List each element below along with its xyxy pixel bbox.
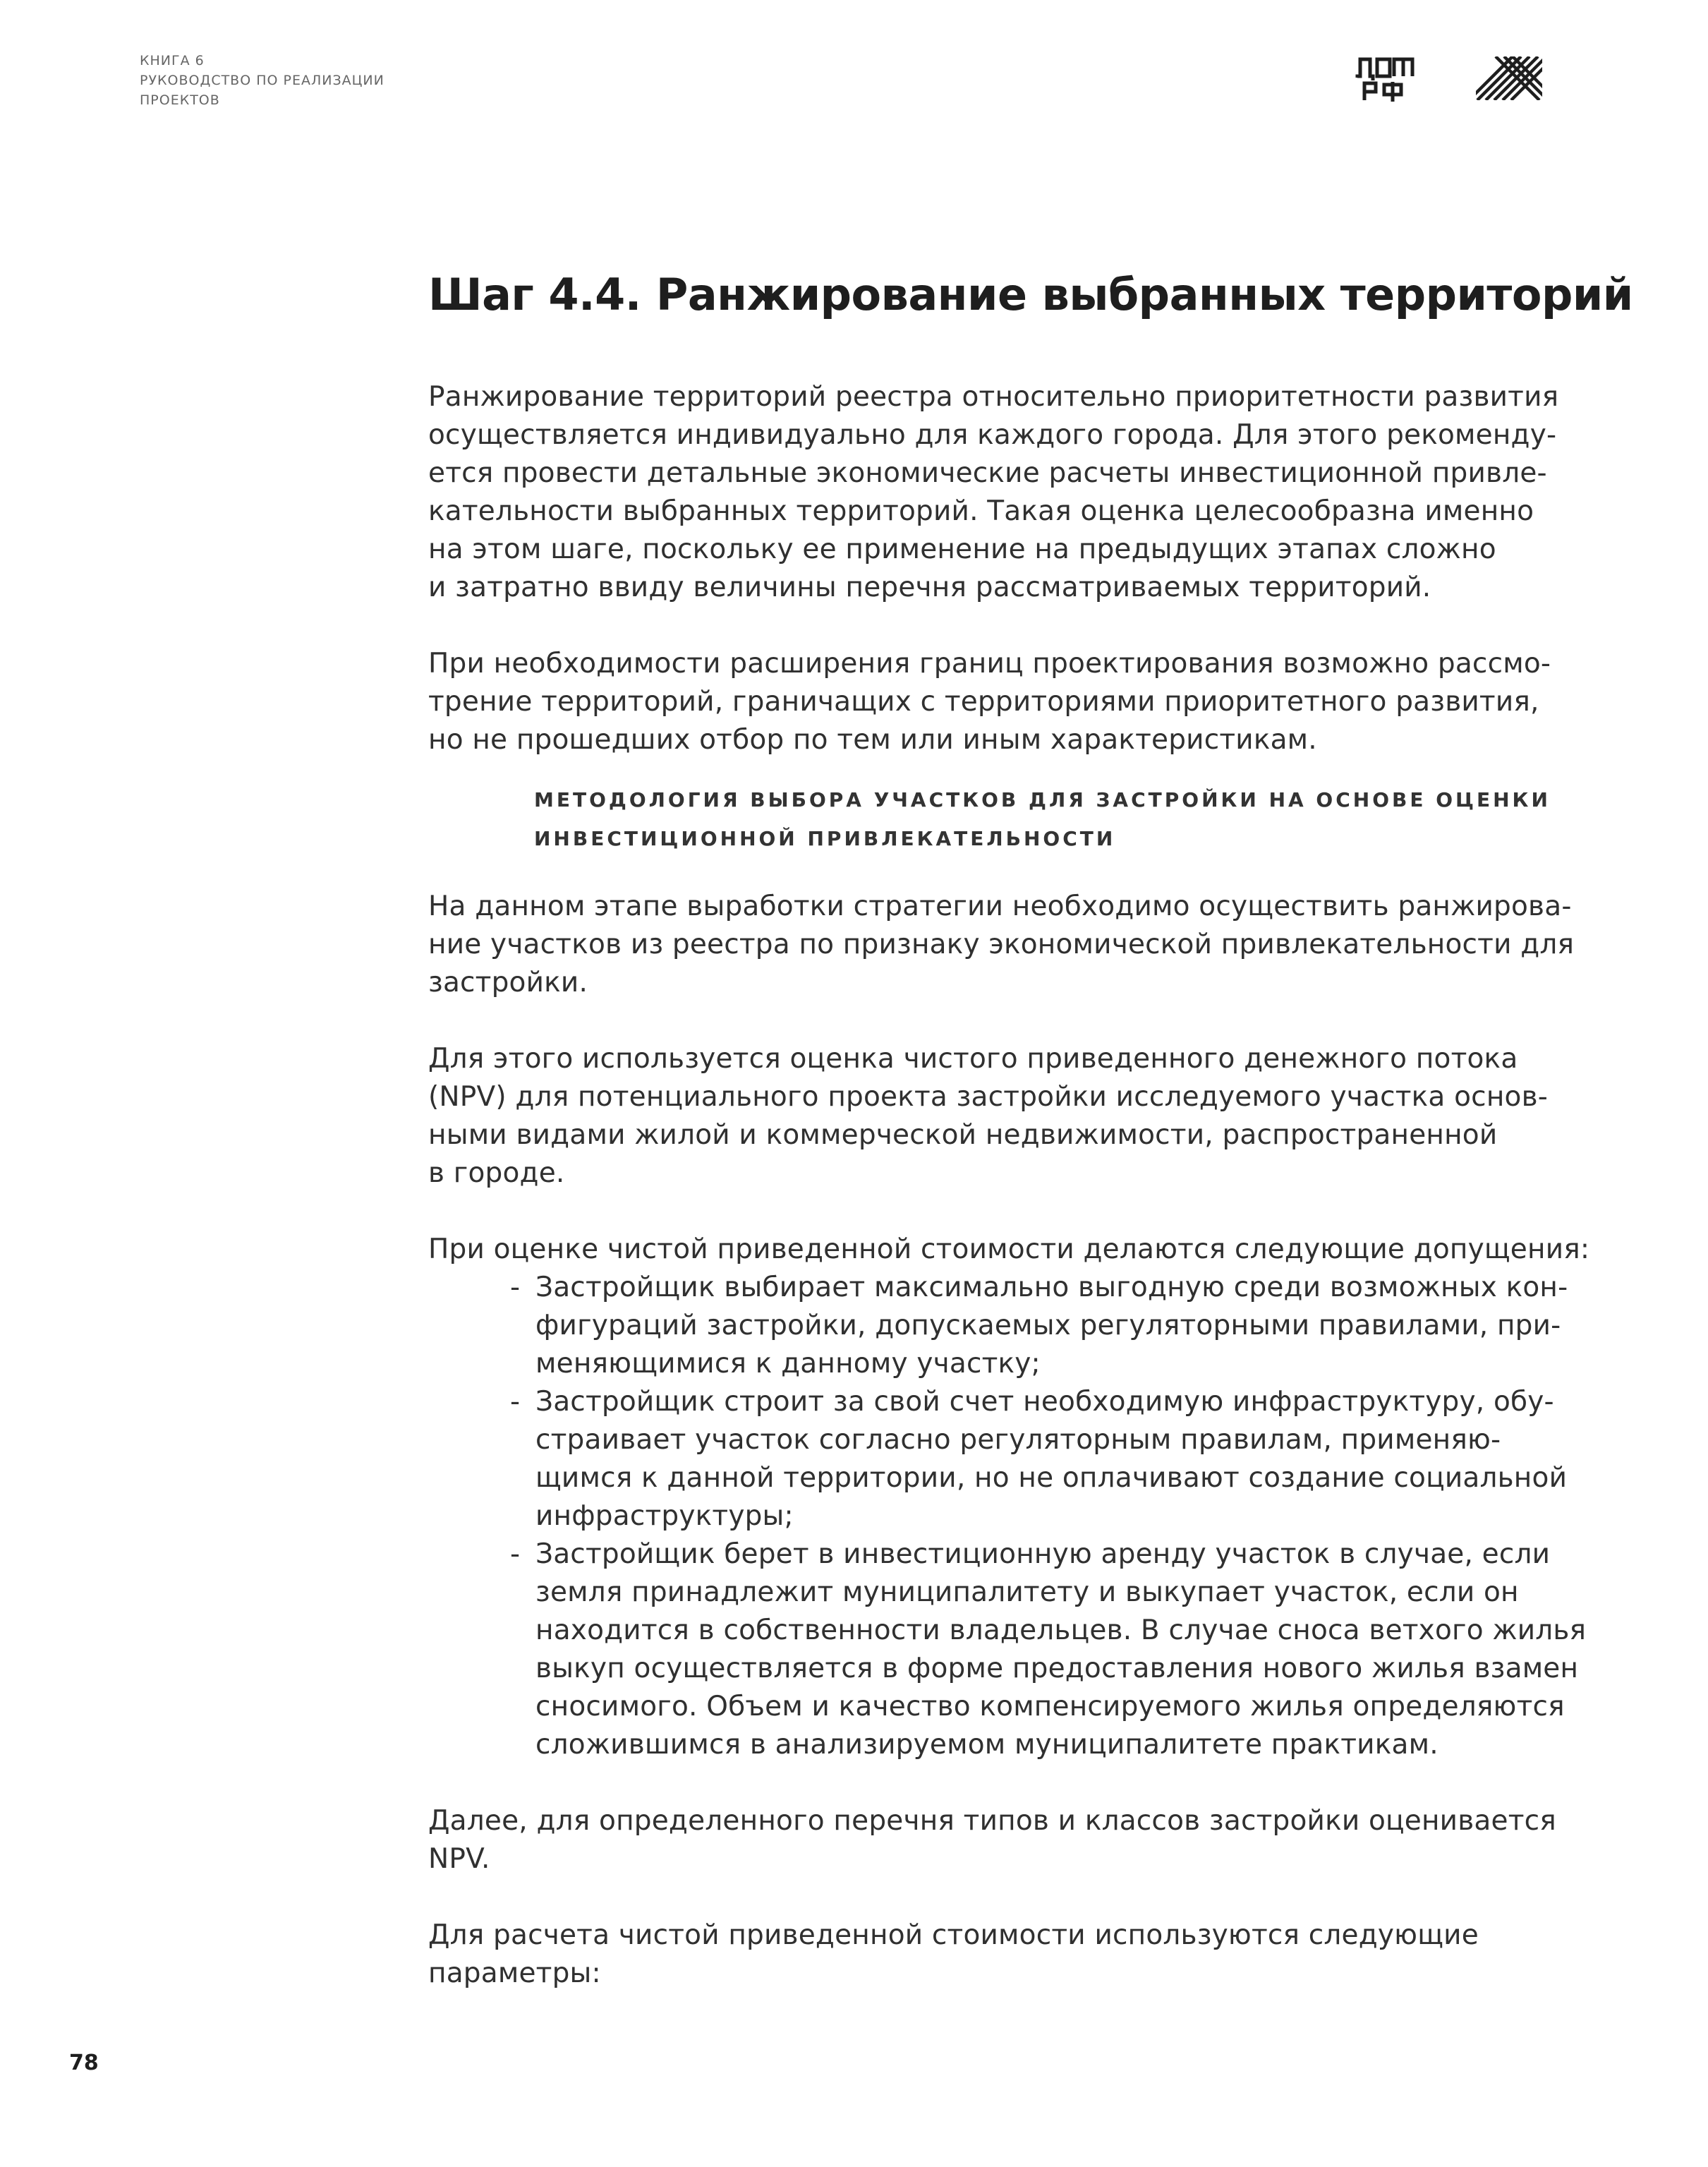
text-line: на этом шаге, поскольку ее применение на предыдущих этапах сложно	[428, 533, 1496, 565]
text-line: NPV.	[428, 1843, 490, 1875]
page-content	[428, 261, 1633, 1993]
list-dash: -	[510, 1386, 521, 1418]
text-line: инфраструктуры;	[535, 1500, 794, 1532]
text-line: Далее, для определенного перечня типов и классов застройки оценивается	[428, 1805, 1556, 1837]
text-line: трение территорий, граничащих с территориями приоритетного развития,	[428, 686, 1539, 718]
page-title: Шаг 4.4. Ранжирование выбранных территорий	[428, 269, 1633, 320]
subheading-line: МЕТОДОЛОГИЯ ВЫБОРА УЧАСТКОВ ДЛЯ ЗАСТРОЙКИ НА ОСНОВЕ ОЦЕНКИ	[534, 788, 1551, 811]
text-line: меняющимися к данному участку;	[535, 1348, 1041, 1380]
running-head	[140, 51, 384, 110]
page-number: 78	[69, 2051, 99, 2075]
text-line: Застройщик выбирает максимально выгодную среди возможных кон-	[535, 1272, 1568, 1303]
text-line: сносимого. Объем и качество компенсируемого жилья определяются	[535, 1691, 1565, 1722]
text-line: Для этого используется оценка чистого приведенного денежного потока	[428, 1043, 1518, 1075]
paragraph-expansion	[428, 645, 1551, 759]
text-line: (NPV) для потенциального проекта застройки исследуемого участка основ-	[428, 1081, 1549, 1113]
text-line: Ранжирование территорий реестра относительно приоритетности развития	[428, 381, 1559, 413]
list-dash: -	[510, 1272, 521, 1303]
text-line: но не прошедших отбор по тем или иным характеристикам.	[428, 724, 1317, 756]
text-line: застройки.	[428, 967, 588, 998]
text-line: осуществляется индивидуально для каждого города. Для этого рекоменду-	[428, 419, 1557, 451]
running-head-line: КНИГА 6	[140, 53, 205, 68]
text-line: находится в собственности владельцев. В случае сноса ветхого жилья	[535, 1614, 1587, 1646]
text-line: сложившимся в анализируемом муниципалитете практикам.	[535, 1729, 1439, 1761]
paragraph-stage	[428, 888, 1575, 1002]
paragraph-further	[428, 1802, 1556, 1878]
running-head-line: РУКОВОДСТВО ПО РЕАЛИЗАЦИИ	[140, 73, 384, 88]
text-line: щимся к данной территории, но не оплачивают создание социальной	[535, 1462, 1568, 1494]
text-line: Застройщик строит за свой счет необходимую инфраструктуру, обу-	[535, 1386, 1554, 1418]
paragraph-npv	[428, 1040, 1549, 1193]
text-line: кательности выбранных территорий. Такая оценка целесообразна именно	[428, 495, 1534, 527]
list-item	[428, 1383, 1568, 1535]
text-line: фигураций застройки, допускаемых регуляторными правилами, при-	[535, 1310, 1561, 1341]
list-item	[428, 1269, 1568, 1383]
text-line: ется провести детальные экономические расчеты инвестиционной привле-	[428, 457, 1547, 489]
assumptions-list	[428, 1269, 1587, 1764]
text-line: При необходимости расширения границ проектирования возможно рассмо-	[428, 648, 1551, 680]
running-head-line: ПРОЕКТОВ	[140, 92, 220, 108]
text-line: страивает участок согласно регуляторным правилам, применяю-	[535, 1424, 1501, 1456]
hatched-pattern-logo-icon	[1476, 56, 1542, 100]
text-line: в городе.	[428, 1157, 565, 1189]
section-subheading	[534, 780, 1551, 858]
text-line: На данном этапе выработки стратегии необходимо осуществить ранжирова-	[428, 891, 1572, 922]
text-line: выкуп осуществляется в форме предоставления нового жилья взамен	[535, 1653, 1579, 1684]
paragraph-ranking	[428, 378, 1559, 607]
dom-rf-logo-icon	[1355, 55, 1415, 103]
list-item	[428, 1535, 1587, 1764]
text-line: параметры:	[428, 1957, 601, 1989]
text-line: Застройщик берет в инвестиционную аренду участок в случае, если	[535, 1538, 1551, 1570]
text-line: ние участков из реестра по признаку экономической привлекательности для	[428, 929, 1575, 960]
text-line: земля принадлежит муниципалитету и выкупает участок, если он	[535, 1576, 1519, 1608]
list-dash: -	[510, 1538, 521, 1570]
text-line: Для расчета чистой приведенной стоимости используются следующие	[428, 1919, 1479, 1951]
text-line: и затратно ввиду величины перечня рассматриваемых территорий.	[428, 572, 1431, 603]
text-line: ными видами жилой и коммерческой недвижимости, распространенной	[428, 1119, 1498, 1151]
subheading-line: ИНВЕСТИЦИОННОЙ ПРИВЛЕКАТЕЛЬНОСТИ	[534, 827, 1116, 850]
text-line: При оценке чистой приведенной стоимости делаются следующие допущения:	[428, 1233, 1590, 1265]
paragraph-parameters	[428, 1917, 1543, 1993]
paragraph-assumptions-intro	[428, 1231, 1590, 1269]
